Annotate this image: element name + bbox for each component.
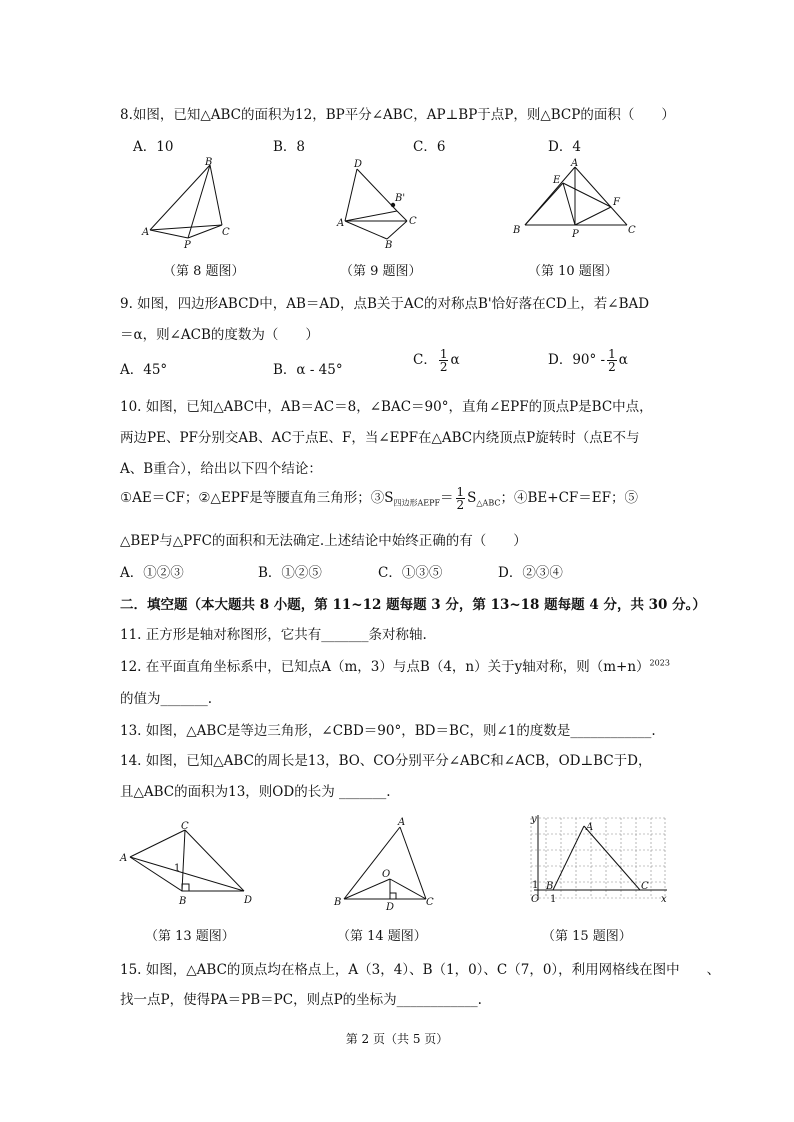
fig14-label-d: D bbox=[386, 902, 395, 913]
q10-option-c: C．①③⑤ bbox=[378, 565, 443, 581]
q13: 13. 如图，△ABC是等边三角形，∠CBD＝90°，BD＝BC，则∠1的度数是____________. bbox=[120, 723, 656, 739]
q10-s-letter: S bbox=[467, 490, 477, 506]
q9-option-d-alpha: α bbox=[618, 352, 628, 368]
q15-line1: 15. 如图，△ABC的顶点均在格点上，A（3，4）、B（1，0）、C（7，0），利用网格线在图中 、 bbox=[120, 962, 721, 978]
q8-option-d: D．4 bbox=[548, 139, 581, 155]
figure-9 bbox=[335, 155, 425, 250]
q10-line3: A、B重合），给出以下四个结论： bbox=[120, 461, 322, 477]
q11: 11. 正方形是轴对称图形，它共有_______条对称轴. bbox=[120, 627, 427, 643]
q10-line1: 10. 如图，已知△ABC中，AB＝AC＝8，∠BAC＝90°，直角∠EPF的顶点P是BC中点， bbox=[120, 399, 653, 415]
q9-option-c-fraction: $\frac{1}{2}$ bbox=[439, 347, 448, 374]
q8-option-b: B．8 bbox=[273, 139, 306, 155]
q10-line4 bbox=[120, 486, 638, 511]
figure-13 bbox=[118, 815, 258, 907]
page-footer: 第 2 页（共 5 页） bbox=[345, 1032, 449, 1046]
q8-stem: 8.如图，已知△ABC的面积为12，BP平分∠ABC，AP⊥BP于点P，则△BCP的面积（ ） bbox=[120, 107, 675, 123]
fig9-label-a: A bbox=[337, 218, 345, 229]
fig10-label-b: B bbox=[513, 225, 521, 236]
fig15-label-1-y: 1 bbox=[532, 880, 539, 891]
fig8-label-a: A bbox=[142, 227, 150, 238]
q12-line2: 的值为_______. bbox=[120, 691, 213, 707]
fig13-label-1: 1 bbox=[174, 863, 181, 874]
fig15-label-a: A bbox=[586, 822, 594, 833]
fig15-label-1-x: 1 bbox=[550, 894, 557, 905]
q9-option-c-prefix: C． bbox=[413, 352, 437, 368]
figure-8 bbox=[140, 155, 250, 250]
fig13-label-d: D bbox=[244, 895, 253, 906]
q12-exponent: 2023 bbox=[649, 658, 670, 668]
q9-line1: 9. 如图，四边形ABCD中，AB＝AD，点B关于AC的对称点B'恰好落在CD上，若∠BAD bbox=[120, 296, 650, 312]
fig10-label-e: E bbox=[553, 175, 561, 186]
q9-option-d-fraction: $\frac{1}{2}$ bbox=[608, 347, 616, 374]
caption-fig9: （第 9 题图） bbox=[340, 264, 422, 279]
fig10-label-f: F bbox=[613, 197, 620, 208]
fig15-label-b: B bbox=[546, 881, 554, 892]
caption-fig8: （第 8 题图） bbox=[163, 264, 245, 279]
q12-line1 bbox=[120, 655, 670, 675]
figure-10 bbox=[505, 155, 645, 245]
fig14-label-b: B bbox=[334, 897, 342, 908]
q10-conclusions-b: ；④BE+CF＝EF；⑤ bbox=[500, 490, 638, 506]
q8-option-a: A．10 bbox=[133, 139, 174, 155]
fig14-label-c: C bbox=[426, 897, 434, 908]
fig9-label-b-prime: B' bbox=[395, 193, 406, 204]
fig8-label-c: C bbox=[222, 227, 230, 238]
q10-fraction: $\frac{1}{2}$ bbox=[456, 485, 465, 512]
q9-option-c-alpha: α bbox=[450, 352, 460, 368]
q10-line2: 两边PE、PF分别交AB、AC于点E、F，当∠EPF在△ABC内绕顶点P旋转时（点E不与 bbox=[120, 430, 640, 446]
q9-option-d-prefix: D．90° - bbox=[548, 352, 606, 368]
fig9-label-b: B bbox=[385, 240, 393, 251]
fig13-label-c: C bbox=[181, 821, 189, 832]
q9-option-c bbox=[413, 348, 460, 373]
figure-15 bbox=[522, 810, 672, 910]
caption-fig13: （第 13 题图） bbox=[145, 929, 235, 944]
q10-option-a: A．①②③ bbox=[120, 565, 184, 581]
caption-fig10: （第 10 题图） bbox=[528, 264, 618, 279]
fig14-label-a: A bbox=[398, 817, 406, 828]
fig10-label-p: P bbox=[572, 229, 579, 240]
q10-line5: △BEP与△PFC的面积和无法确定.上述结论中始终正确的有（ ） bbox=[120, 533, 527, 549]
fig10-label-c: C bbox=[628, 225, 636, 236]
q10-conclusions-a: ①AE＝CF；②△EPF是等腰直角三角形；③S bbox=[120, 490, 394, 506]
q14-line2: 且△ABC的面积为13，则OD的长为 _______. bbox=[120, 784, 391, 800]
q10-option-d: D．②③④ bbox=[498, 565, 563, 581]
q10-eq: ＝ bbox=[440, 490, 454, 506]
q12-text: 12. 在平面直角坐标系中，已知点A（m，3）与点B（4，n）关于y轴对称，则（m+n） bbox=[120, 659, 650, 675]
fig9-label-c: C bbox=[409, 216, 417, 227]
section-2-heading: 二．填空题（本大题共 8 小题，第 11~12 题每题 3 分，第 13~18 题每题 4 分，共 30 分。） bbox=[120, 597, 706, 613]
q9-option-a: A．45° bbox=[120, 362, 168, 378]
fig14-label-o: O bbox=[382, 869, 391, 880]
fig15-label-x: x bbox=[661, 894, 667, 905]
fig8-label-p: P bbox=[184, 240, 191, 251]
fig15-label-o: O bbox=[531, 894, 540, 905]
fig13-label-a: A bbox=[120, 853, 128, 864]
fig8-label-b: B bbox=[205, 157, 213, 168]
fig15-label-y: y bbox=[531, 814, 537, 825]
caption-fig15: （第 15 题图） bbox=[542, 929, 632, 944]
q10-sub-quad: 四边形AEPF bbox=[393, 498, 441, 508]
q14-line1: 14. 如图，已知△ABC的周长是13，BO、CO分别平分∠ABC和∠ACB，OD⊥BC于D， bbox=[120, 753, 652, 769]
q9-line2: ＝α，则∠ACB的度数为（ ） bbox=[120, 327, 319, 343]
q8-option-c: C．6 bbox=[413, 139, 446, 155]
q10-option-b: B．①②⑤ bbox=[258, 565, 322, 581]
q10-sub-abc: △ABC bbox=[476, 498, 501, 508]
caption-fig14: （第 14 题图） bbox=[337, 929, 427, 944]
fig13-label-b: B bbox=[179, 896, 187, 907]
fig15-label-c: C bbox=[641, 881, 649, 892]
fig9-label-d: D bbox=[354, 159, 363, 170]
q9-option-d bbox=[548, 348, 628, 373]
q9-option-b: B．α - 45° bbox=[273, 362, 343, 378]
q15-line2: 找一点P，使得PA＝PB＝PC，则点P的坐标为____________. bbox=[120, 992, 482, 1008]
figure-14 bbox=[330, 815, 440, 913]
fig10-label-a: A bbox=[571, 158, 579, 169]
